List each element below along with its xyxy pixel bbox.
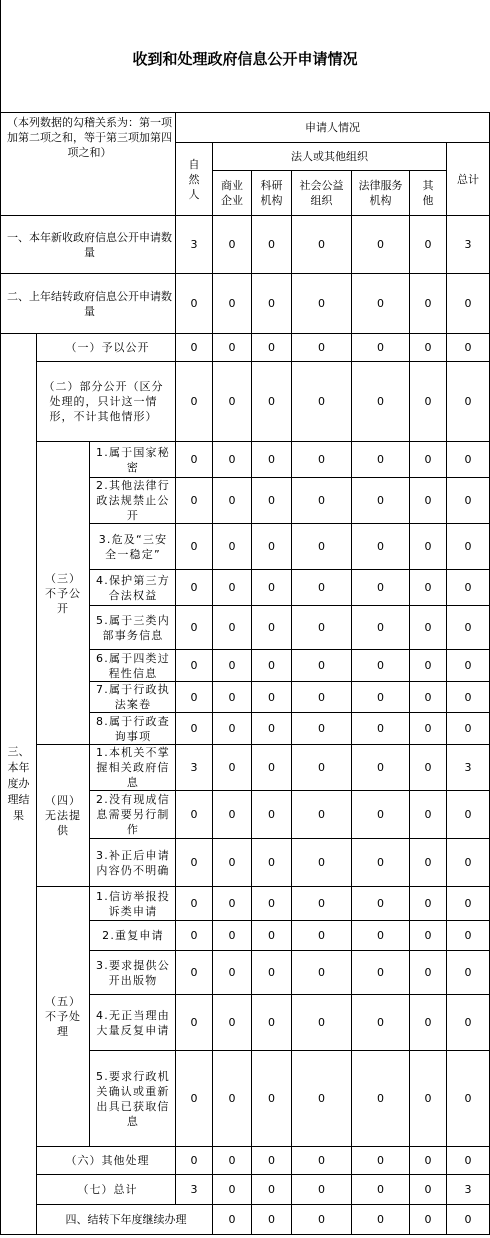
value-cell: 0: [252, 682, 292, 713]
value-cell: 0: [213, 524, 252, 570]
value-cell: 0: [213, 442, 252, 478]
value-cell: 0: [292, 478, 352, 524]
value-cell: 0: [352, 570, 410, 606]
value-cell: 0: [352, 650, 410, 682]
value-cell: 0: [292, 1175, 352, 1205]
value-cell: 0: [352, 791, 410, 839]
value-cell: 0: [410, 1175, 447, 1205]
value-cell: 0: [410, 442, 447, 478]
row-label-subtotal: （七）总计: [37, 1175, 176, 1205]
value-cell: 0: [352, 362, 410, 442]
natural-person-text: 自然人: [188, 157, 200, 201]
value-cell: 0: [352, 1051, 410, 1147]
value-cell: 0: [252, 791, 292, 839]
value-cell: 0: [213, 1051, 252, 1147]
value-cell: 0: [447, 995, 490, 1051]
value-cell: 0: [292, 442, 352, 478]
value-cell: 0: [447, 1147, 490, 1175]
value-cell: 0: [410, 478, 447, 524]
value-cell: 0: [292, 713, 352, 745]
row-label-partial: （二）部分公开（区分处理的，只计这一情形，不计其他情形）: [37, 362, 176, 442]
value-cell: 0: [352, 216, 410, 274]
value-cell: 0: [447, 274, 490, 334]
value-cell: 0: [447, 442, 490, 478]
value-cell: 0: [410, 362, 447, 442]
value-cell: 0: [410, 921, 447, 951]
header-applicant: 申请人情况: [176, 113, 490, 143]
row-label-disclose: （一）予以公开: [37, 334, 176, 362]
value-cell: 0: [292, 887, 352, 921]
row-label-new: 一、本年新收政府信息公开申请数量: [1, 216, 176, 274]
value-cell: 0: [292, 682, 352, 713]
value-cell: 0: [352, 1205, 410, 1235]
value-cell: 0: [176, 362, 213, 442]
business-text: 商业企业: [221, 179, 243, 207]
value-cell: 0: [252, 362, 292, 442]
value-cell: 0: [410, 274, 447, 334]
page-title: 收到和处理政府信息公开申请情况: [0, 0, 489, 112]
value-cell: 0: [292, 745, 352, 791]
value-cell: 0: [447, 791, 490, 839]
value-cell: 0: [447, 713, 490, 745]
value-cell: 3: [447, 1175, 490, 1205]
value-cell: 0: [213, 1147, 252, 1175]
group-label-no-disclose: （三）不予公开: [37, 442, 90, 745]
value-cell: 0: [410, 791, 447, 839]
value-cell: 0: [176, 650, 213, 682]
value-cell: 0: [292, 570, 352, 606]
value-cell: 0: [252, 713, 292, 745]
value-cell: 0: [176, 713, 213, 745]
value-cell: 0: [292, 995, 352, 1051]
reason-label: 4.无正当理由大量反复申请: [90, 995, 176, 1051]
reason-label: 2.其他法律行政法规禁止公开: [90, 478, 176, 524]
header-other: [410, 171, 447, 216]
value-cell: 0: [252, 745, 292, 791]
value-cell: 0: [447, 606, 490, 650]
value-cell: 0: [292, 524, 352, 570]
group-label-unable: （四）无法提供: [37, 745, 90, 887]
header-research: [252, 171, 292, 216]
value-cell: 0: [352, 839, 410, 887]
value-cell: 0: [447, 1205, 490, 1235]
header-legal-group: 法人或其他组织: [213, 143, 447, 171]
value-cell: 0: [410, 524, 447, 570]
value-cell: 0: [410, 951, 447, 995]
reason-label: 3.危及“三安全一稳定”: [90, 524, 176, 570]
value-cell: 0: [176, 478, 213, 524]
value-cell: 0: [213, 362, 252, 442]
value-cell: 0: [176, 887, 213, 921]
value-cell: 0: [213, 478, 252, 524]
value-cell: 0: [213, 995, 252, 1051]
value-cell: 0: [176, 606, 213, 650]
reason-label: 1.信访举报投诉类申请: [90, 887, 176, 921]
header-natural-person: [176, 143, 213, 216]
value-cell: 0: [410, 216, 447, 274]
value-cell: 0: [213, 951, 252, 995]
research-text: 科研机构: [260, 179, 283, 207]
value-cell: 0: [213, 216, 252, 274]
value-cell: 0: [410, 1051, 447, 1147]
value-cell: 0: [213, 682, 252, 713]
value-cell: 0: [213, 1175, 252, 1205]
value-cell: 0: [447, 921, 490, 951]
row-label-other-process: （六）其他处理: [37, 1147, 176, 1175]
value-cell: 0: [213, 334, 252, 362]
value-cell: 0: [352, 606, 410, 650]
value-cell: 0: [252, 442, 292, 478]
reason-label: 3.补正后申请内容仍不明确: [90, 839, 176, 887]
value-cell: 0: [410, 682, 447, 713]
value-cell: 0: [213, 839, 252, 887]
value-cell: 0: [292, 791, 352, 839]
value-cell: 0: [352, 1147, 410, 1175]
value-cell: 0: [352, 442, 410, 478]
value-cell: 0: [252, 274, 292, 334]
group-label-not-process: （五）不予处理: [37, 887, 90, 1147]
value-cell: 0: [410, 887, 447, 921]
value-cell: 0: [410, 745, 447, 791]
statistics-table: [0, 112, 490, 1235]
reason-label: 7.属于行政执法案卷: [90, 682, 176, 713]
value-cell: 0: [352, 524, 410, 570]
value-cell: 0: [252, 606, 292, 650]
value-cell: 0: [176, 274, 213, 334]
value-cell: 0: [447, 682, 490, 713]
value-cell: 3: [176, 745, 213, 791]
value-cell: 0: [213, 921, 252, 951]
value-cell: 0: [410, 334, 447, 362]
value-cell: 0: [252, 1205, 292, 1235]
header-total: 总计: [447, 143, 490, 216]
value-cell: 0: [176, 570, 213, 606]
value-cell: 0: [213, 274, 252, 334]
value-cell: 0: [176, 334, 213, 362]
value-cell: 0: [447, 839, 490, 887]
value-cell: 0: [213, 887, 252, 921]
value-cell: 0: [176, 682, 213, 713]
value-cell: 0: [352, 921, 410, 951]
value-cell: 0: [213, 606, 252, 650]
row-label-carry-next: 四、结转下年度继续办理: [37, 1205, 213, 1235]
value-cell: 0: [410, 606, 447, 650]
value-cell: 0: [352, 887, 410, 921]
row-label-results: 三、本年度办理结果: [1, 334, 37, 1235]
welfare-text: 社会公益组织: [299, 179, 344, 207]
value-cell: 0: [252, 650, 292, 682]
value-cell: 0: [292, 216, 352, 274]
value-cell: 0: [352, 995, 410, 1051]
value-cell: 0: [410, 995, 447, 1051]
value-cell: 0: [252, 1147, 292, 1175]
reason-label: 5.要求行政机关确认或重新出具已获取信息: [90, 1051, 176, 1147]
value-cell: 0: [292, 839, 352, 887]
value-cell: 0: [352, 334, 410, 362]
value-cell: 0: [252, 570, 292, 606]
reason-label: 6.属于四类过程性信息: [90, 650, 176, 682]
value-cell: 0: [176, 951, 213, 995]
value-cell: 0: [176, 791, 213, 839]
value-cell: 0: [447, 887, 490, 921]
value-cell: 3: [447, 216, 490, 274]
reason-label: 5.属于三类内部事务信息: [90, 606, 176, 650]
value-cell: 0: [176, 1051, 213, 1147]
value-cell: 0: [176, 995, 213, 1051]
value-cell: 0: [352, 951, 410, 995]
value-cell: 0: [292, 334, 352, 362]
value-cell: 0: [292, 951, 352, 995]
value-cell: 0: [176, 1147, 213, 1175]
value-cell: 3: [176, 1175, 213, 1205]
value-cell: 0: [213, 791, 252, 839]
value-cell: 0: [213, 745, 252, 791]
value-cell: 0: [447, 650, 490, 682]
value-cell: 0: [410, 713, 447, 745]
value-cell: 0: [292, 1147, 352, 1175]
value-cell: 0: [292, 362, 352, 442]
value-cell: 0: [410, 650, 447, 682]
value-cell: 0: [176, 921, 213, 951]
reason-label: 8.属于行政查询事项: [90, 713, 176, 745]
reason-label: 2.没有现成信息需要另行制作: [90, 791, 176, 839]
reason-label: 4.保护第三方合法权益: [90, 570, 176, 606]
value-cell: 0: [410, 839, 447, 887]
value-cell: 0: [352, 745, 410, 791]
reason-label: 2.重复申请: [90, 921, 176, 951]
value-cell: 0: [213, 713, 252, 745]
value-cell: 0: [252, 887, 292, 921]
other-text: 其他: [422, 179, 434, 207]
value-cell: 0: [176, 524, 213, 570]
value-cell: 0: [352, 274, 410, 334]
relation-note: （本列数据的勾稽关系为：第一项加第二项之和，等于第三项加第四项之和）: [1, 113, 176, 216]
header-legal-service: [352, 171, 410, 216]
value-cell: 0: [447, 334, 490, 362]
value-cell: 0: [447, 362, 490, 442]
value-cell: 0: [252, 1175, 292, 1205]
value-cell: 0: [176, 839, 213, 887]
value-cell: 0: [352, 682, 410, 713]
value-cell: 0: [292, 1205, 352, 1235]
value-cell: 0: [410, 1147, 447, 1175]
value-cell: 0: [447, 570, 490, 606]
value-cell: 0: [252, 478, 292, 524]
value-cell: 0: [213, 650, 252, 682]
value-cell: 0: [352, 1175, 410, 1205]
value-cell: 0: [252, 995, 292, 1051]
row-label-carried: 二、上年结转政府信息公开申请数量: [1, 274, 176, 334]
value-cell: 0: [352, 478, 410, 524]
value-cell: 0: [292, 650, 352, 682]
value-cell: 0: [252, 334, 292, 362]
reason-label: 1.属于国家秘密: [90, 442, 176, 478]
value-cell: 0: [410, 570, 447, 606]
reason-label: 1.本机关不掌握相关政府信息: [90, 745, 176, 791]
value-cell: 0: [447, 478, 490, 524]
value-cell: 0: [252, 839, 292, 887]
header-business: [213, 171, 252, 216]
value-cell: 0: [252, 524, 292, 570]
value-cell: 3: [447, 745, 490, 791]
value-cell: 0: [447, 951, 490, 995]
value-cell: 0: [292, 274, 352, 334]
legal-service-text: 法律服务机构: [358, 179, 403, 207]
value-cell: 0: [213, 570, 252, 606]
value-cell: 0: [447, 524, 490, 570]
value-cell: 0: [292, 921, 352, 951]
value-cell: 0: [292, 1051, 352, 1147]
value-cell: 0: [213, 1205, 252, 1235]
value-cell: 0: [352, 713, 410, 745]
value-cell: 0: [292, 606, 352, 650]
value-cell: 0: [252, 921, 292, 951]
value-cell: 0: [252, 1051, 292, 1147]
value-cell: 0: [176, 442, 213, 478]
value-cell: 0: [252, 216, 292, 274]
value-cell: 0: [410, 1205, 447, 1235]
value-cell: 0: [252, 951, 292, 995]
value-cell: 0: [447, 1051, 490, 1147]
header-welfare: [292, 171, 352, 216]
value-cell: 3: [176, 216, 213, 274]
reason-label: 3.要求提供公开出版物: [90, 951, 176, 995]
